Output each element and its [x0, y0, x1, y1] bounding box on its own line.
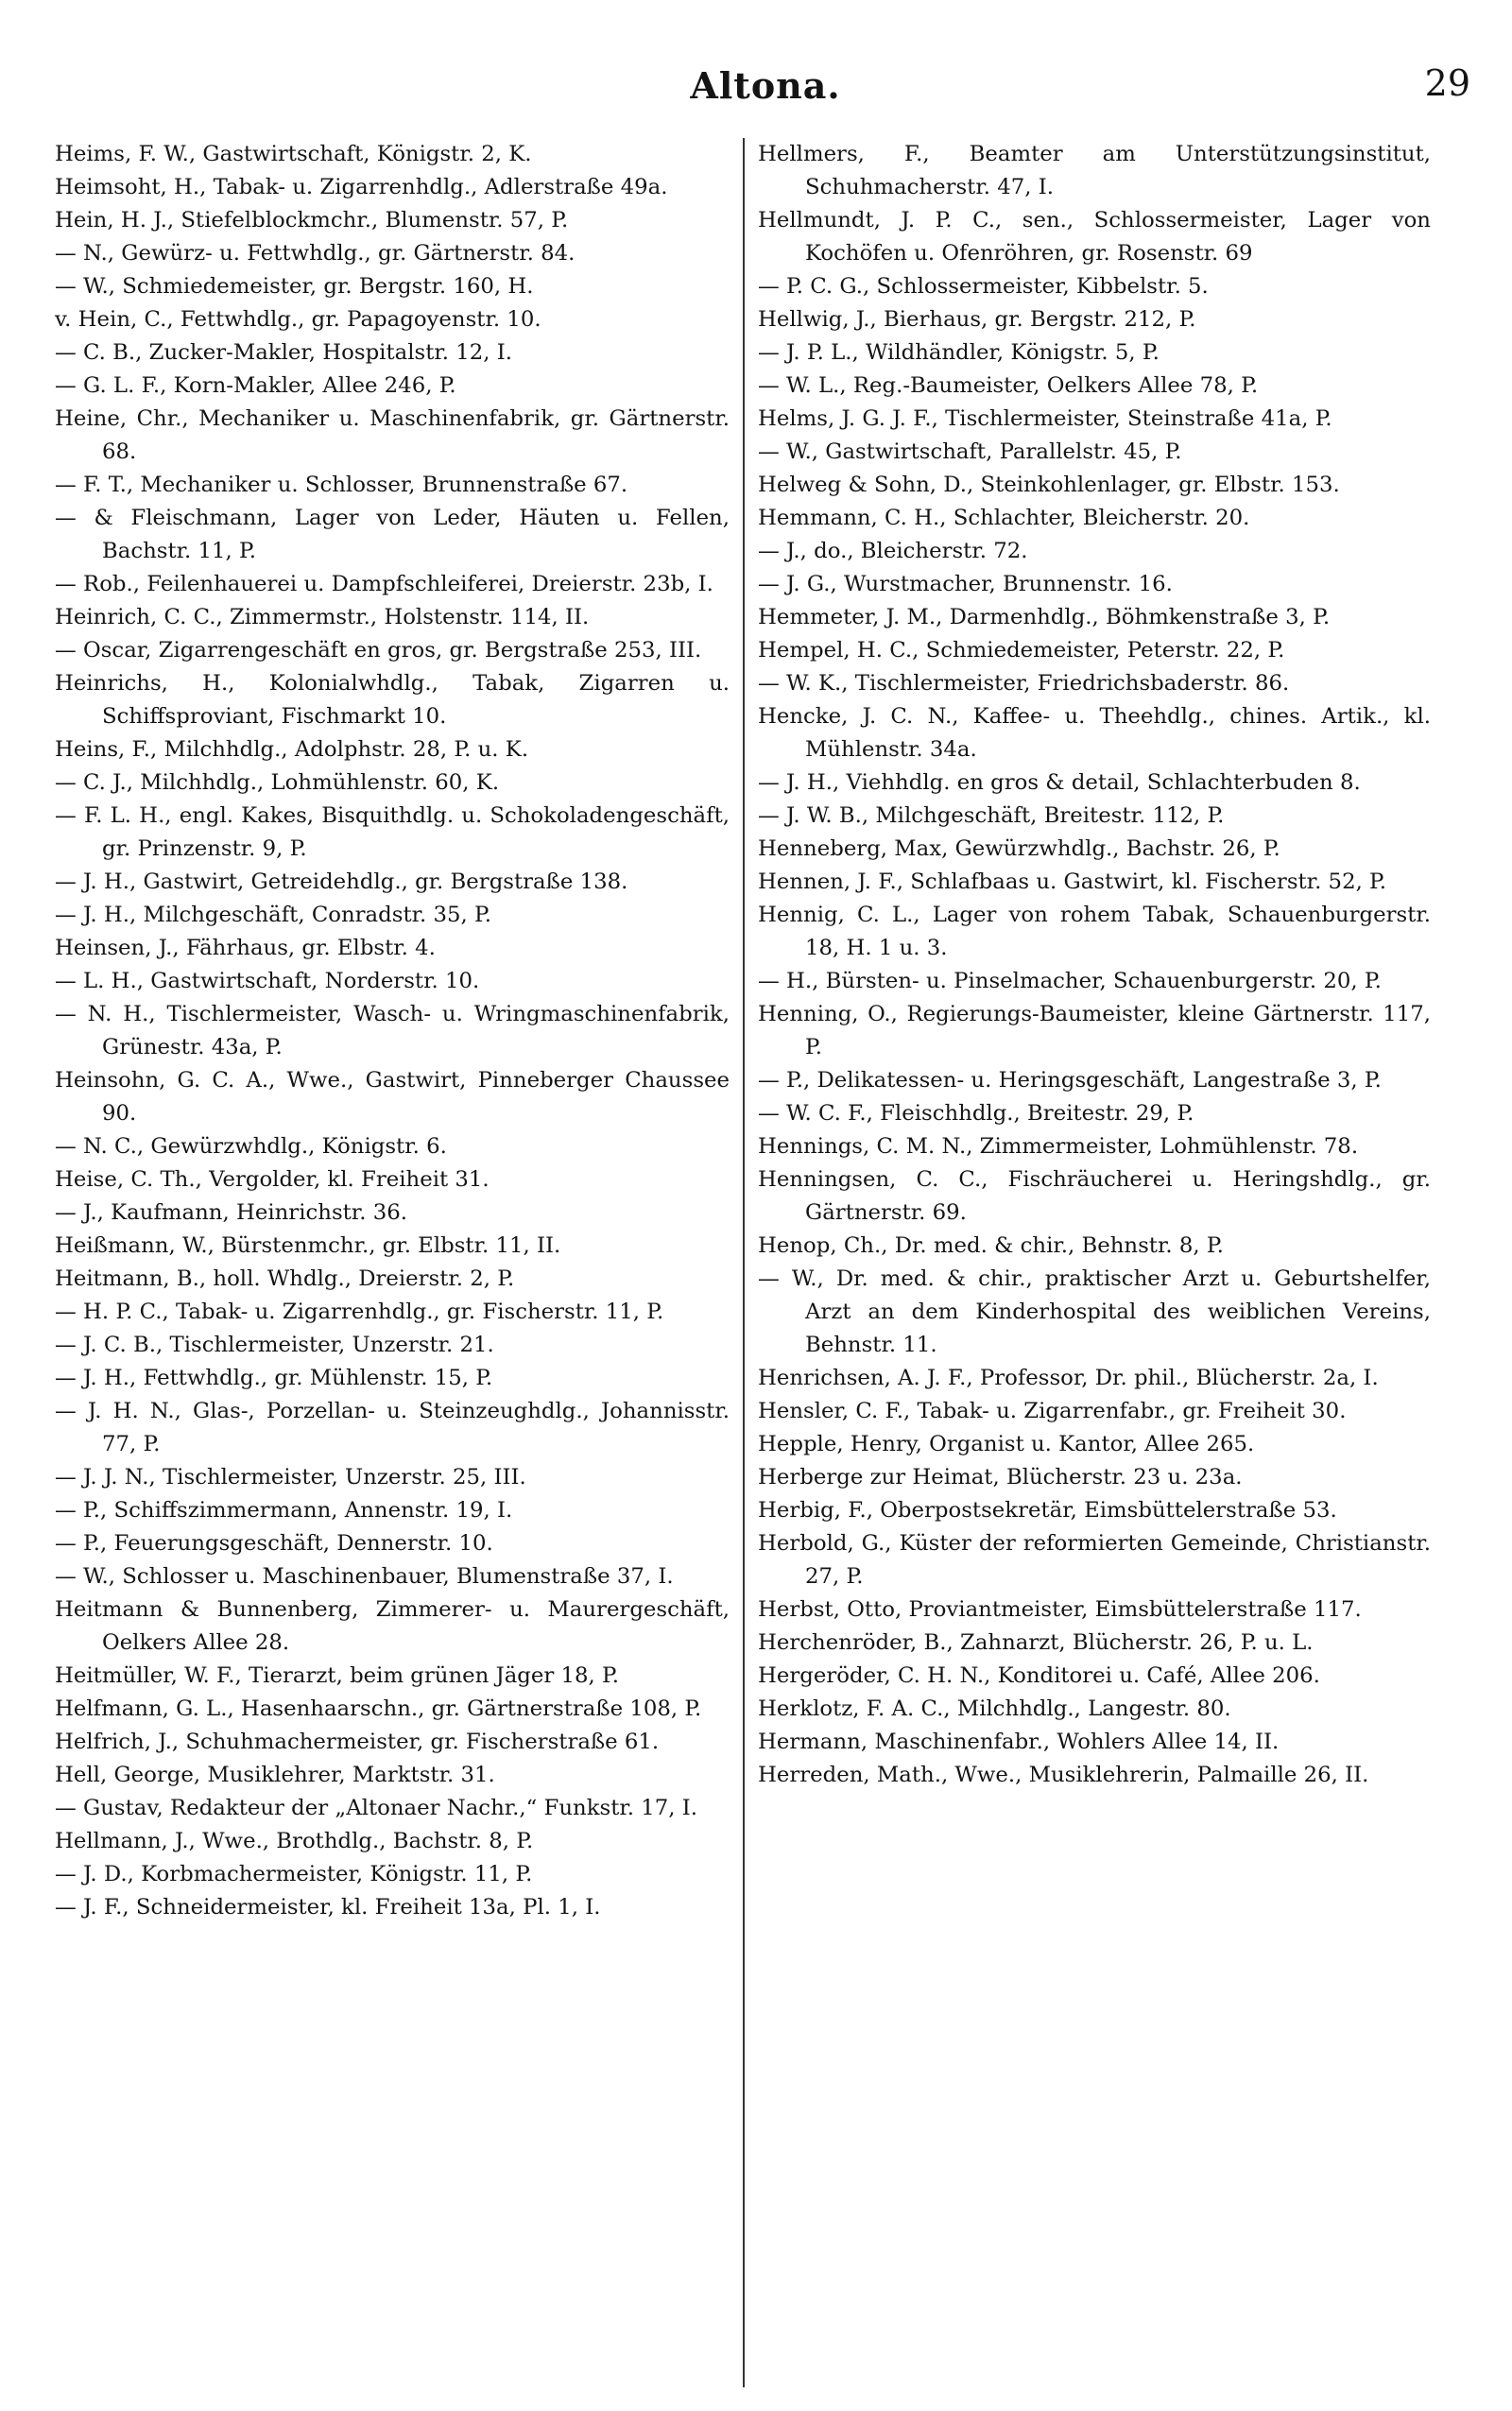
- directory-entry: — J., do., Bleicherstr. 72.: [758, 539, 1028, 563]
- directory-entry: Henneberg, Max, Gewürzwhdlg., Bachstr. 26, P.: [758, 836, 1280, 861]
- directory-entry: — W. K., Tischlermeister, Friedrichsbaderstr. 86.: [758, 671, 1290, 696]
- directory-entry: Heimsoht, H., Tabak- u. Zigarrenhdlg., Adlerstraße 49a.: [55, 175, 668, 199]
- directory-entry: — P., Schiffszimmermann, Annenstr. 19, I.: [55, 1498, 513, 1523]
- directory-entry: Hennings, C. M. N., Zimmermeister, Lohmühlenstr. 78.: [758, 1134, 1359, 1159]
- directory-entry: Herbig, F., Oberpostsekretär, Eimsbüttelerstraße 53.: [758, 1498, 1337, 1523]
- directory-entry: Heine, Chr., Mechaniker u. Maschinenfabrik, gr. Gärtnerstr. 68.: [55, 406, 730, 464]
- directory-entry: — W., Schmiedemeister, gr. Bergstr. 160, H.: [55, 274, 534, 299]
- directory-entry: — P. C. G., Schlossermeister, Kibbelstr. 5.: [758, 274, 1209, 299]
- directory-entry: Hennig, C. L., Lager von rohem Tabak, Schauenburgerstr. 18, H. 1 u. 3.: [758, 903, 1431, 960]
- directory-entry: — J. H. N., Glas-, Porzellan- u. Steinzeughdlg., Johannisstr. 77, P.: [55, 1399, 730, 1456]
- directory-entry: Hemmann, C. H., Schlachter, Bleicherstr. 20.: [758, 506, 1250, 530]
- directory-entry: — W. C. F., Fleischhdlg., Breitestr. 29, P.: [758, 1101, 1194, 1126]
- directory-entry: — W. L., Reg.-Baumeister, Oelkers Allee 78, P.: [758, 373, 1259, 398]
- directory-entry: Heise, C. Th., Vergolder, kl. Freiheit 31.: [55, 1167, 490, 1192]
- directory-columns: [55, 138, 1476, 2387]
- directory-entry: — W., Gastwirtschaft, Parallelstr. 45, P.: [758, 439, 1182, 464]
- directory-entry: — J. H., Fettwhdlg., gr. Mühlenstr. 15, P.: [55, 1366, 493, 1390]
- directory-entry: Helweg & Sohn, D., Steinkohlenlager, gr. Elbstr. 153.: [758, 473, 1340, 497]
- directory-entry: v. Hein, C., Fettwhdlg., gr. Papagoyenstr. 10.: [55, 307, 541, 332]
- directory-entry: — P., Delikatessen- u. Heringsgeschäft, Langestraße 3, P.: [758, 1068, 1382, 1093]
- directory-entry: Herreden, Math., Wwe., Musiklehrerin, Palmaille 26, II.: [758, 1763, 1369, 1787]
- directory-entry: — J. W. B., Milchgeschäft, Breitestr. 112, P.: [758, 803, 1225, 828]
- running-title: Altona.: [690, 64, 841, 107]
- directory-entry: Henning, O., Regierungs-Baumeister, kleine Gärtnerstr. 117, P.: [758, 1002, 1431, 1059]
- page-header: [55, 57, 1476, 132]
- directory-entry: Herchenröder, B., Zahnarzt, Blücherstr. 26, P. u. L.: [758, 1630, 1314, 1655]
- directory-entry: — J. H., Milchgeschäft, Conradstr. 35, P.: [55, 903, 491, 927]
- directory-entry: Henop, Ch., Dr. med. & chir., Behnstr. 8, P.: [758, 1233, 1224, 1258]
- directory-entry: Hensler, C. F., Tabak- u. Zigarrenfabr., gr. Freiheit 30.: [758, 1399, 1347, 1423]
- directory-entry: — W., Schlosser u. Maschinenbauer, Blumenstraße 37, I.: [55, 1564, 674, 1589]
- directory-entry: Heitmann, B., holl. Whdlg., Dreierstr. 2, P.: [55, 1266, 515, 1291]
- directory-entry: — Oscar, Zigarrengeschäft en gros, gr. Bergstraße 253, III.: [55, 638, 702, 663]
- directory-entry: — J. P. L., Wildhändler, Königstr. 5, P.: [758, 340, 1160, 365]
- directory-entry: — J. J. N., Tischlermeister, Unzerstr. 25, III.: [55, 1465, 526, 1490]
- directory-entry: — F. T., Mechaniker u. Schlosser, Brunnenstraße 67.: [55, 473, 628, 497]
- directory-entry: — F. L. H., engl. Kakes, Bisquithdlg. u. Schokoladengeschäft, gr. Prinzenstr. 9, P.: [55, 803, 730, 861]
- directory-entry: — Gustav, Redakteur der „Altonaer Nachr.,“ Funkstr. 17, I.: [55, 1796, 698, 1820]
- page-number: 29: [1424, 62, 1470, 104]
- directory-entry: — J. G., Wurstmacher, Brunnenstr. 16.: [758, 572, 1173, 596]
- directory-entry: — J. H., Gastwirt, Getreidehdlg., gr. Bergstraße 138.: [55, 870, 628, 894]
- directory-entry: Heinrichs, H., Kolonialwhdlg., Tabak, Zigarren u. Schiffsproviant, Fischmarkt 10.: [55, 671, 730, 729]
- directory-entry: Henningsen, C. C., Fischräucherei u. Heringshdlg., gr. Gärtnerstr. 69.: [758, 1167, 1431, 1225]
- directory-entry: — H. P. C., Tabak- u. Zigarrenhdlg., gr. Fischerstr. 11, P.: [55, 1300, 664, 1324]
- directory-entry: Hepple, Henry, Organist u. Kantor, Allee 265.: [758, 1432, 1255, 1456]
- directory-entry: Heinsohn, G. C. A., Wwe., Gastwirt, Pinneberger Chaussee 90.: [55, 1068, 730, 1126]
- directory-entry: Hellmann, J., Wwe., Brothdlg., Bachstr. 8, P.: [55, 1829, 534, 1853]
- directory-entry: — P., Feuerungsgeschäft, Dennerstr. 10.: [55, 1531, 493, 1556]
- directory-entry: — G. L. F., Korn-Makler, Allee 246, P.: [55, 373, 456, 398]
- directory-entry: Hermann, Maschinenfabr., Wohlers Allee 14, II.: [758, 1730, 1280, 1754]
- directory-entry: Heißmann, W., Bürstenmchr., gr. Elbstr. 11, II.: [55, 1233, 561, 1258]
- directory-entry: Heims, F. W., Gastwirtschaft, Königstr. 2, K.: [55, 142, 532, 166]
- directory-entry: — L. H., Gastwirtschaft, Norderstr. 10.: [55, 969, 480, 993]
- directory-entry: — N. C., Gewürzwhdlg., Königstr. 6.: [55, 1134, 447, 1159]
- directory-entry: Helfmann, G. L., Hasenhaarschn., gr. Gärtnerstraße 108, P.: [55, 1696, 702, 1721]
- directory-entry: Heitmüller, W. F., Tierarzt, beim grünen Jäger 18, P.: [55, 1663, 620, 1688]
- directory-entry: Hellmundt, J. P. C., sen., Schlossermeister, Lager von Kochöfen u. Ofenröhren, gr. Rosenstr. 69: [758, 208, 1431, 266]
- directory-entry: — J. D., Korbmachermeister, Königstr. 11, P.: [55, 1862, 533, 1886]
- directory-entry: Helfrich, J., Schuhmachermeister, gr. Fischerstraße 61.: [55, 1730, 660, 1754]
- right-column: [743, 138, 1431, 2387]
- directory-entry: — C. B., Zucker-Makler, Hospitalstr. 12, I.: [55, 340, 512, 365]
- directory-entry: Hencke, J. C. N., Kaffee- u. Theehdlg., chines. Artik., kl. Mühlenstr. 34a.: [758, 704, 1431, 762]
- directory-entry: Hell, George, Musiklehrer, Marktstr. 31.: [55, 1763, 495, 1787]
- directory-entry: — J., Kaufmann, Heinrichstr. 36.: [55, 1200, 407, 1225]
- directory-entry: Hellwig, J., Bierhaus, gr. Bergstr. 212, P.: [758, 307, 1196, 332]
- directory-entry: — Rob., Feilenhauerei u. Dampfschleiferei, Dreierstr. 23b, I.: [55, 572, 713, 596]
- directory-entry: Herklotz, F. A. C., Milchhdlg., Langestr. 80.: [758, 1696, 1231, 1721]
- directory-entry: — J. C. B., Tischlermeister, Unzerstr. 21.: [55, 1333, 494, 1357]
- left-column: [55, 138, 743, 2387]
- directory-entry: Heinsen, J., Fährhaus, gr. Elbstr. 4.: [55, 936, 436, 960]
- directory-entry: Herbold, G., Küster der reformierten Gemeinde, Christianstr. 27, P.: [758, 1531, 1431, 1589]
- directory-entry: — N., Gewürz- u. Fettwhdlg., gr. Gärtnerstr. 84.: [55, 241, 576, 266]
- directory-entry: Helms, J. G. J. F., Tischlermeister, Steinstraße 41a, P.: [758, 406, 1332, 431]
- directory-entry: Herbst, Otto, Proviantmeister, Eimsbüttelerstraße 117.: [758, 1597, 1362, 1622]
- directory-entry: — C. J., Milchhdlg., Lohmühlenstr. 60, K.: [55, 770, 500, 795]
- directory-entry: Heitmann & Bunnenberg, Zimmerer- u. Maurergeschäft, Oelkers Allee 28.: [55, 1597, 730, 1655]
- directory-entry: — H., Bürsten- u. Pinselmacher, Schauenburgerstr. 20, P.: [758, 969, 1382, 993]
- directory-entry: Henrichsen, A. J. F., Professor, Dr. phil., Blücherstr. 2a, I.: [758, 1366, 1379, 1390]
- directory-entry: — W., Dr. med. & chir., praktischer Arzt u. Geburtshelfer, Arzt an dem Kinderhospital des weiblichen Vereins, Behnstr. 11.: [758, 1266, 1431, 1357]
- directory-entry: Heinrich, C. C., Zimmermstr., Holstenstr. 114, II.: [55, 605, 590, 629]
- directory-entry: Hellmers, F., Beamter am Unterstützungsinstitut, Schuhmacherstr. 47, I.: [758, 142, 1431, 199]
- directory-entry: Herberge zur Heimat, Blücherstr. 23 u. 23a.: [758, 1465, 1243, 1490]
- directory-entry: Hempel, H. C., Schmiedemeister, Peterstr. 22, P.: [758, 638, 1285, 663]
- directory-entry: Hergeröder, C. H. N., Konditorei u. Café, Allee 206.: [758, 1663, 1320, 1688]
- directory-entry: — J. F., Schneidermeister, kl. Freiheit 13a, Pl. 1, I.: [55, 1895, 601, 1920]
- directory-entry: — & Fleischmann, Lager von Leder, Häuten u. Fellen, Bachstr. 11, P.: [55, 506, 730, 563]
- directory-entry: Heins, F., Milchhdlg., Adolphstr. 28, P. u. K.: [55, 737, 529, 762]
- directory-entry: — J. H., Viehhdlg. en gros & detail, Schlachterbuden 8.: [758, 770, 1361, 795]
- directory-entry: Hennen, J. F., Schlafbaas u. Gastwirt, kl. Fischerstr. 52, P.: [758, 870, 1387, 894]
- directory-entry: Hein, H. J., Stiefelblockmchr., Blumenstr. 57, P.: [55, 208, 569, 232]
- directory-entry: Hemmeter, J. M., Darmenhdlg., Böhmkenstraße 3, P.: [758, 605, 1331, 629]
- directory-entry: — N. H., Tischlermeister, Wasch- u. Wringmaschinenfabrik, Grünestr. 43a, P.: [55, 1002, 730, 1059]
